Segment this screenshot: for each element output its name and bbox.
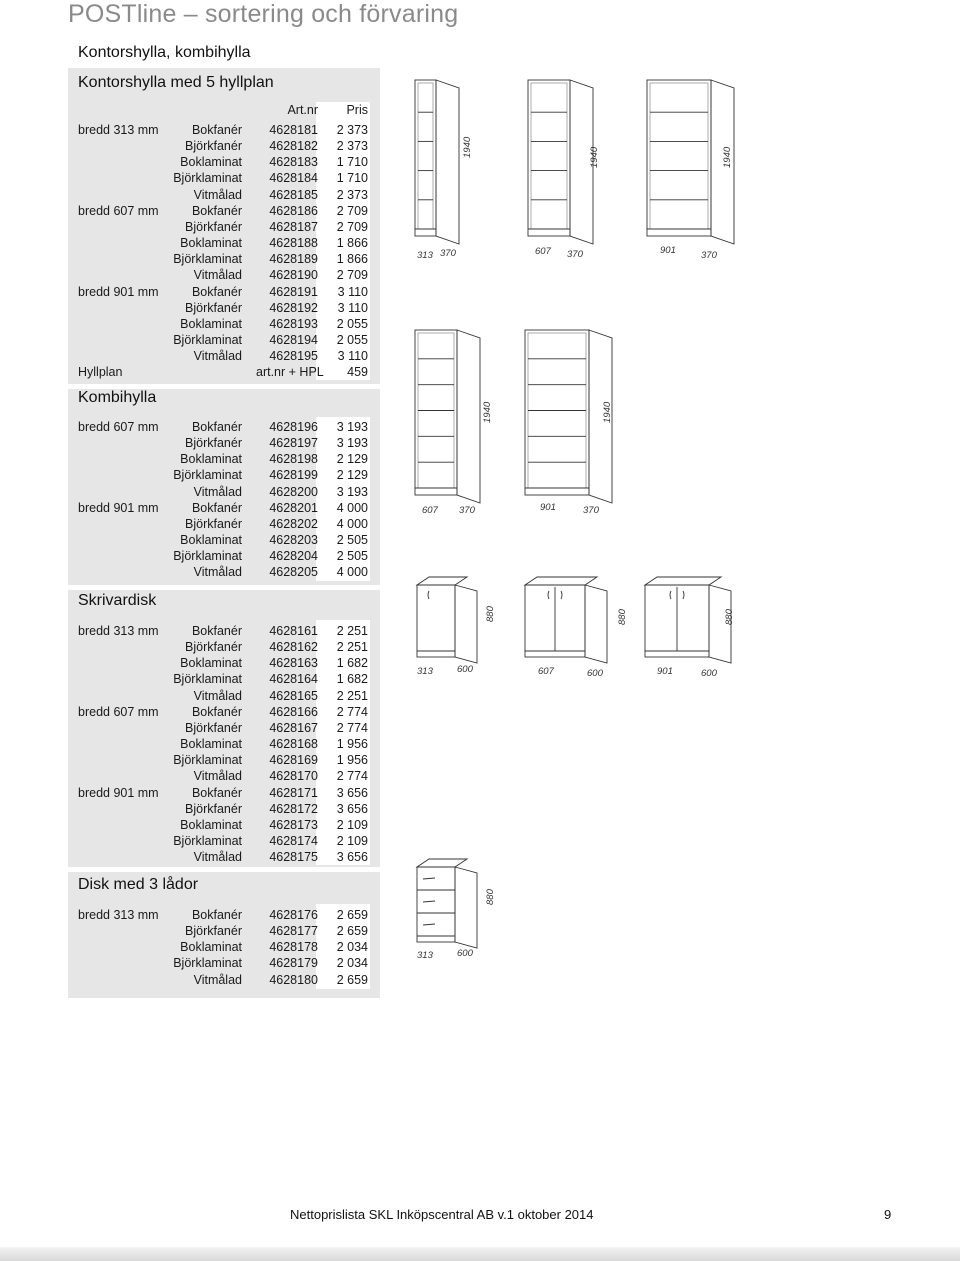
printer-desk-901	[645, 577, 731, 663]
row-art-number: 4628202	[269, 516, 318, 531]
dim-height: 1940	[722, 146, 733, 168]
dim-width: 313	[417, 250, 433, 261]
dim-depth: 370	[583, 505, 599, 516]
row-width: bredd 901 mm	[78, 785, 159, 800]
dim-width: 901	[660, 245, 676, 256]
row-art-number: 4628200	[269, 484, 318, 499]
row-art-number: 4628168	[269, 737, 318, 752]
table-row	[78, 122, 370, 138]
table-row	[78, 972, 370, 988]
dim-width: 607	[535, 246, 551, 257]
page-subtitle: Kontorshylla, kombihylla	[78, 44, 251, 61]
row-material: Boklaminat	[180, 817, 242, 832]
row-material: Bokfanér	[191, 500, 242, 515]
row-width: bredd 901 mm	[78, 284, 159, 299]
table-row	[78, 419, 370, 435]
row-art-number: 4628190	[269, 268, 318, 283]
table-row	[78, 348, 370, 364]
dim-height: 880	[617, 609, 628, 625]
row-price: 3 193	[336, 436, 368, 451]
row-price: 3 110	[337, 300, 368, 315]
table-row	[78, 704, 370, 720]
row-material: Boklaminat	[180, 533, 242, 548]
table-row	[78, 720, 370, 736]
row-price: 3 110	[337, 284, 368, 299]
table-row	[78, 484, 370, 500]
row-price: 2 373	[336, 187, 368, 202]
row-price: 2 373	[336, 139, 368, 154]
row-material: Björklaminat	[173, 833, 242, 848]
dim-height: 1940	[589, 146, 600, 168]
row-art-number: 4628175	[269, 850, 318, 865]
row-material: Björklaminat	[173, 672, 242, 687]
row-material: Björkfanér	[185, 300, 242, 315]
row-width: bredd 901 mm	[78, 500, 159, 515]
table-row	[78, 671, 370, 687]
row-art-number: 4628182	[269, 139, 318, 154]
row-price: 3 656	[336, 801, 368, 816]
row-material: Björklaminat	[173, 252, 242, 267]
row-art-number: 4628185	[269, 187, 318, 202]
table-row	[78, 138, 370, 154]
furniture-drawings	[395, 70, 960, 1070]
printer-desk-313	[417, 577, 477, 663]
bookcase-901	[647, 80, 734, 244]
table-row	[78, 785, 370, 801]
row-art-number: 4628167	[269, 720, 318, 735]
row-material: Boklaminat	[180, 737, 242, 752]
row-price: 4 000	[336, 516, 368, 531]
table-row	[78, 435, 370, 451]
table-row	[78, 923, 370, 939]
row-price: 2 129	[336, 468, 368, 483]
row-material: Boklaminat	[180, 316, 242, 331]
printer-desk-607	[525, 577, 607, 663]
row-art-number: 4628194	[269, 332, 318, 347]
row-art-number: 4628204	[269, 549, 318, 564]
dim-height: 880	[485, 889, 496, 905]
row-width: bredd 313 mm	[78, 123, 159, 137]
row-price: 3 193	[336, 420, 368, 434]
row-material: Vitmålad	[193, 268, 242, 283]
row-material: Vitmålad	[193, 769, 242, 784]
table-row	[78, 364, 370, 380]
table-row	[78, 203, 370, 219]
row-material: Vitmålad	[193, 484, 242, 499]
dim-width: 901	[540, 502, 556, 513]
row-art-number: 4628197	[269, 436, 318, 451]
column-header-art: Art.nr	[287, 103, 318, 117]
table-row	[78, 267, 370, 283]
table-row	[78, 939, 370, 955]
table-row	[78, 548, 370, 564]
table-row	[78, 219, 370, 235]
section-title-kombihylla: Kombihylla	[78, 389, 157, 406]
row-price: 3 656	[336, 785, 368, 800]
row-material: Bokfanér	[191, 704, 242, 719]
row-art-number: 4628189	[269, 252, 318, 267]
row-art-number: 4628176	[269, 908, 318, 922]
row-art-number: 4628169	[269, 753, 318, 768]
row-price: 2 505	[336, 533, 368, 548]
row-material: Björklaminat	[173, 171, 242, 186]
footer-bar	[0, 1247, 960, 1261]
row-art-number: 4628184	[269, 171, 318, 186]
table-row	[78, 500, 370, 516]
table-row	[78, 284, 370, 300]
dim-depth: 600	[457, 664, 473, 675]
dim-width: 313	[417, 666, 433, 677]
row-material: Bokfanér	[191, 785, 242, 800]
row-material: Bokfanér	[191, 203, 242, 218]
table-row	[78, 187, 370, 203]
row-art-number: 4628170	[269, 769, 318, 784]
row-material: Boklaminat	[180, 155, 242, 170]
row-art-number: 4628183	[269, 155, 318, 170]
dim-depth: 370	[459, 505, 475, 516]
table-header	[78, 102, 370, 118]
page-title: POSTline – sortering och förvaring	[68, 0, 459, 28]
row-art-number: 4628172	[269, 801, 318, 816]
row-price: 2 055	[336, 316, 368, 331]
bookcase-313	[415, 80, 459, 244]
row-price: 1 682	[336, 656, 368, 671]
row-price: 1 956	[336, 737, 368, 752]
dim-depth: 600	[457, 948, 473, 959]
row-art-number: 4628193	[269, 316, 318, 331]
section-title-disk: Disk med 3 lådor	[78, 876, 199, 893]
row-price: 1 866	[336, 236, 368, 251]
table-row	[78, 655, 370, 671]
row-material: Björklaminat	[173, 332, 242, 347]
row-price: 2 709	[336, 203, 368, 218]
table-row	[78, 170, 370, 186]
row-material: Björkfanér	[185, 516, 242, 531]
row-art-number: 4628177	[269, 924, 318, 939]
row-material: Bokfanér	[191, 420, 242, 434]
row-width: bredd 607 mm	[78, 203, 159, 218]
row-price: 2 034	[336, 956, 368, 971]
row-art-number: 4628181	[269, 123, 318, 137]
row-material: Björkfanér	[185, 801, 242, 816]
row-art-number: art.nr + HPL	[256, 365, 324, 380]
kombihylla-607	[415, 330, 480, 503]
row-art-number: 4628195	[269, 349, 318, 364]
row-art-number: 4628188	[269, 236, 318, 251]
table-row	[78, 817, 370, 833]
table-row	[78, 532, 370, 548]
table-row	[78, 316, 370, 332]
row-material: Björklaminat	[173, 956, 242, 971]
row-art-number: 4628173	[269, 817, 318, 832]
dim-height: 880	[485, 606, 496, 622]
row-price: 3 656	[336, 850, 368, 865]
row-material: Boklaminat	[180, 452, 242, 467]
row-price: 3 193	[336, 484, 368, 499]
row-art-number: 4628187	[269, 219, 318, 234]
column-header-price: Pris	[346, 103, 368, 117]
table-row	[78, 639, 370, 655]
row-material: Bokfanér	[191, 624, 242, 638]
page-number: 9	[884, 1207, 892, 1222]
row-material: Bokfanér	[191, 284, 242, 299]
row-price: 2 373	[336, 123, 368, 137]
dim-width: 607	[422, 505, 438, 516]
table-row	[78, 251, 370, 267]
row-price: 2 659	[336, 908, 368, 922]
row-art-number: 4628162	[269, 640, 318, 655]
row-art-number: 4628166	[269, 704, 318, 719]
row-material: Björklaminat	[173, 549, 242, 564]
row-price: 2 659	[336, 924, 368, 939]
dim-depth: 600	[587, 668, 603, 679]
table-row	[78, 300, 370, 316]
row-art-number: 4628179	[269, 956, 318, 971]
bookcase-607	[528, 80, 593, 244]
table-row	[78, 768, 370, 784]
dim-depth: 370	[440, 248, 456, 259]
row-material: Vitmålad	[193, 349, 242, 364]
row-art-number: 4628165	[269, 688, 318, 703]
row-material: Björkfanér	[185, 720, 242, 735]
product-illustrations	[395, 70, 960, 1070]
row-material: Bokfanér	[191, 123, 242, 137]
dim-width: 607	[538, 666, 554, 677]
dim-height: 1940	[602, 401, 613, 423]
table-row	[78, 623, 370, 639]
row-material: Vitmålad	[193, 565, 242, 580]
drawer-desk-313	[417, 859, 477, 948]
row-material: Vitmålad	[193, 850, 242, 865]
row-material: Vitmålad	[193, 688, 242, 703]
row-price: 2 034	[336, 940, 368, 955]
dim-depth: 370	[701, 250, 717, 261]
row-art-number: 4628164	[269, 672, 318, 687]
row-art-number: 4628196	[269, 420, 318, 434]
table-row	[78, 801, 370, 817]
row-price: 1 710	[336, 155, 368, 170]
row-price: 2 659	[336, 972, 368, 987]
row-material: Björkfanér	[185, 640, 242, 655]
row-art-number: 4628201	[269, 500, 318, 515]
row-price: 2 709	[336, 219, 368, 234]
row-art-number: 4628205	[269, 565, 318, 580]
table-row	[78, 332, 370, 348]
section-divider	[68, 867, 380, 872]
kombihylla-901	[525, 330, 612, 503]
row-price: 2 505	[336, 549, 368, 564]
dim-depth: 370	[567, 249, 583, 260]
table-row	[78, 907, 370, 923]
row-price: 2 055	[336, 332, 368, 347]
row-art-number: 4628199	[269, 468, 318, 483]
dim-depth: 600	[701, 668, 717, 679]
table-row	[78, 451, 370, 467]
row-price: 2 774	[336, 769, 368, 784]
row-material: Björkfanér	[185, 139, 242, 154]
section-title-kontorshylla: Kontorshylla med 5 hyllplan	[78, 74, 274, 91]
row-price: 2 709	[336, 268, 368, 283]
row-art-number: 4628186	[269, 203, 318, 218]
row-price: 2 251	[336, 688, 368, 703]
row-material: Boklaminat	[180, 236, 242, 251]
dim-height: 1940	[462, 136, 473, 158]
footer-text: Nettoprislista SKL Inköpscentral AB v.1 oktober 2014	[290, 1207, 594, 1222]
row-material: Björkfanér	[185, 924, 242, 939]
table-row	[78, 955, 370, 971]
table-row	[78, 235, 370, 251]
row-material: Björkfanér	[185, 219, 242, 234]
row-price: 2 109	[336, 817, 368, 832]
dim-width: 901	[657, 666, 673, 677]
table-row	[78, 564, 370, 580]
row-width: bredd 313 mm	[78, 908, 159, 922]
row-price: 1 866	[336, 252, 368, 267]
row-width: bredd 607 mm	[78, 704, 159, 719]
row-price: 2 774	[336, 704, 368, 719]
dim-height: 880	[724, 609, 735, 625]
row-material: Björklaminat	[173, 468, 242, 483]
row-width: bredd 607 mm	[78, 420, 159, 434]
row-art-number: 4628180	[269, 972, 318, 987]
dim-width: 313	[417, 950, 433, 961]
row-price: 459	[347, 365, 368, 380]
row-art-number: 4628198	[269, 452, 318, 467]
row-price: 2 129	[336, 452, 368, 467]
section-divider	[68, 585, 380, 590]
row-art-number: 4628163	[269, 656, 318, 671]
table-row	[78, 688, 370, 704]
row-price: 2 109	[336, 833, 368, 848]
row-art-number: 4628191	[269, 284, 318, 299]
table-row	[78, 833, 370, 849]
row-art-number: 4628192	[269, 300, 318, 315]
row-price: 1 682	[336, 672, 368, 687]
table-row	[78, 467, 370, 483]
row-art-number: 4628203	[269, 533, 318, 548]
row-price: 4 000	[336, 565, 368, 580]
section-title-skrivardisk: Skrivardisk	[78, 592, 157, 609]
table-row	[78, 154, 370, 170]
row-material: Björklaminat	[173, 753, 242, 768]
row-art-number: 4628174	[269, 833, 318, 848]
row-material: Björkfanér	[185, 436, 242, 451]
row-material: Boklaminat	[180, 656, 242, 671]
row-price: 4 000	[336, 500, 368, 515]
row-price: 3 110	[337, 349, 368, 364]
row-width: Hyllplan	[78, 365, 123, 380]
row-art-number: 4628171	[269, 785, 318, 800]
row-art-number: 4628161	[269, 624, 318, 638]
row-art-number: 4628178	[269, 940, 318, 955]
dim-height: 1940	[482, 401, 493, 423]
row-material: Boklaminat	[180, 940, 242, 955]
row-price: 2 774	[336, 720, 368, 735]
table-row	[78, 736, 370, 752]
row-price: 1 956	[336, 753, 368, 768]
table-row	[78, 849, 370, 865]
row-price: 2 251	[336, 624, 368, 638]
row-price: 2 251	[336, 640, 368, 655]
table-row	[78, 516, 370, 532]
row-price: 1 710	[336, 171, 368, 186]
table-row	[78, 752, 370, 768]
row-material: Bokfanér	[191, 908, 242, 922]
row-width: bredd 313 mm	[78, 624, 159, 638]
row-material: Vitmålad	[193, 187, 242, 202]
row-material: Vitmålad	[193, 972, 242, 987]
